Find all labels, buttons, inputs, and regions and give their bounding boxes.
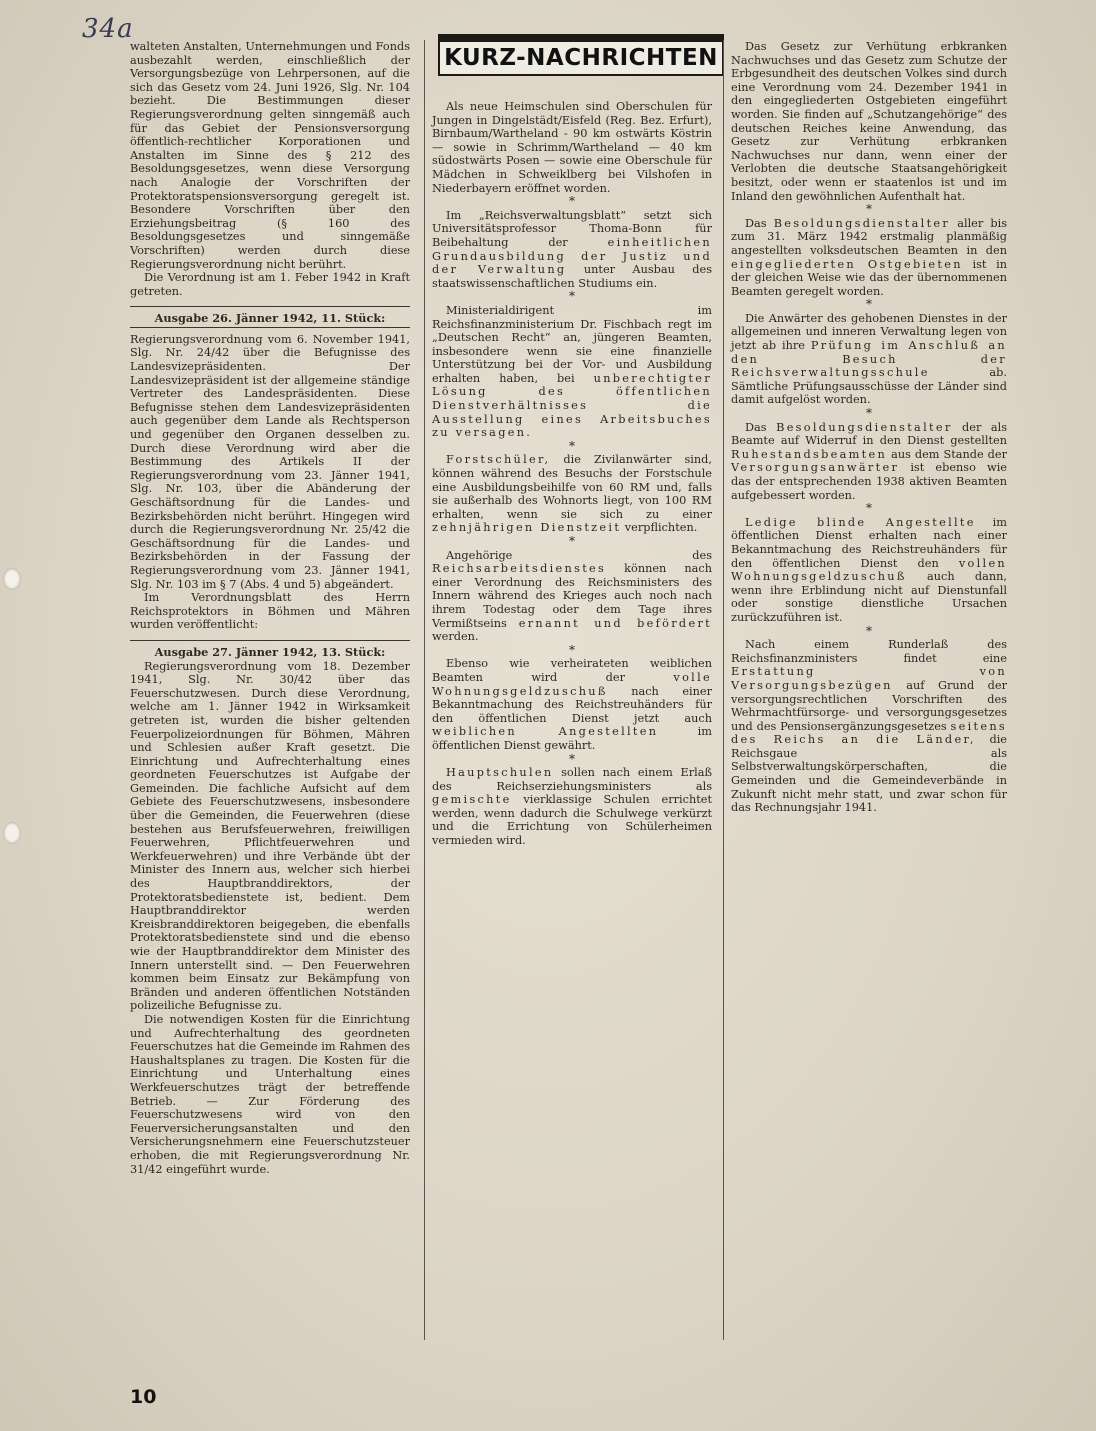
emphasis: Ruhestandsbeamten xyxy=(731,447,888,461)
text: vierklassige Schulen errichtet werden, wenn dadurch die Schulwege verkürzt und die Errichtung von Schülerheimen vermieden wird. xyxy=(432,793,712,848)
text: auf Grund der versorgungsrechtlichen Vorschriften des Wehrmachtfürsorge- und versorgungsgesetzes und des Pensionsergänzungsgesetzes xyxy=(731,678,1007,733)
emphasis: Versorgungsanwärter xyxy=(731,461,900,475)
left-paragraph-4: Im Verordnungsblatt des Herrn Reichsprotektors in Böhmen und Mähren wurden veröffentlicht: xyxy=(130,591,410,632)
left-paragraph-5: Regierungsverordnung vom 18. Dezember 1941, Slg. Nr. 30/42 über das Feuerschutzwesen. Durch diese Verordnung, welche am 1. Jänner 1942 in Wirksamkeit getreten ist, wurden die bisher geltenden Feuerpolizeiordnungen für Böhmen, Mähren und Schlesien außer Kraft gesetzt. Die Einrichtung und Aufrechterhaltung eines geordneten Feuerschutzes ist Aufgabe der Gemeinden. Die fachliche Aufsicht auf dem Gebiete des Feuerschutzwesens, insbesondere über die Gemeinden, die Feuerwehren (diese bestehen aus Berufsfeuerwehren, freiwilligen Feuerwehren, Pflichtfeuerwehren und Werkfeuerwehren) und ihre Verbände übt der Minister des Innern aus, welcher sich hierbei des Hauptbranddirektors, der Protektoratsbedienstete ist, bedient. Dem Hauptbranddirektor werden Kreisbranddirektoren beigegeben, die ebenfalls Protektoratsbedienstete sind und die ebenso wie der Hauptbranddirektor dem Minister des Innern unterstellt sind. — Den Feuerwehren kommen beim Einsatz zur Bekämpfung von Bränden und anderen öffentlichen Notständen polizeiliche Befugnisse zu. xyxy=(130,659,410,1013)
left-paragraph-2: Die Verordnung ist am 1. Feber 1942 in Kraft getreten. xyxy=(130,271,410,298)
separator-star: * xyxy=(569,194,575,209)
right-item-3 xyxy=(731,312,1007,407)
text: nach einer Bekanntmachung des Reichstreuhänders für den öffentlichen Dienst jetzt auch xyxy=(432,684,712,725)
text: im öffentlichen Dienst gewährt. xyxy=(432,725,712,752)
punch-hole-bottom xyxy=(3,822,21,844)
news-item-6 xyxy=(432,657,712,752)
right-item-6 xyxy=(731,638,1007,815)
emphasis: Besoldungsdienstalter xyxy=(773,216,951,230)
emphasis: zehnjährigen Dienstzeit xyxy=(432,521,622,535)
text: aller bis zum 31. März 1942 erstmalig planmäßig angestellten volksdeutschen Beamten in den xyxy=(731,216,1007,257)
left-heading-2: Ausgabe 27. Jänner 1942, 13. Stück: xyxy=(154,644,386,659)
emphasis: volle Wohnungsgeldzuschuß xyxy=(432,670,712,698)
text: auch dann, wenn ihre Erblindung nicht auf Dienstunfall oder sonstige dienstliche Ursachen zurückzuführen ist. xyxy=(731,570,1007,624)
text: unter Ausbau des staatswissenschaftlichen Studiums ein. xyxy=(432,263,713,290)
right-item-5 xyxy=(731,516,1007,625)
news-item-1: Als neue Heimschulen sind Oberschulen für Jungen in Dingelstädt/Eisfeld (Reg. Bez. Erfurt), Birnbaum/Wartheland - 90 km ostwärts Köstrin — sowie in Schrimm/Wartheland — 40 km südostwärts Posen — sowie eine Oberschule für Mädchen in Schweiklberg bei Vilshofen in Niederbayern eröffnet worden. xyxy=(432,100,712,195)
column-rule-left xyxy=(424,40,425,1340)
kurz-nachrichten-banner: KURZ-NACHRICHTEN xyxy=(438,40,724,76)
page-number: 10 xyxy=(130,1386,157,1408)
right-item-2 xyxy=(731,217,1007,299)
right-item-1: Das Gesetz zur Verhütung erbkranken Nachwuchses und das Gesetz zum Schutze der Erbgesundheit des deutschen Volkes sind durch eine Verordnung vom 24. Dezember 1941 in den eingegliederten Ostgebieten eingeführt worden. Sie finden auf „Schutzangehörige“ des deutschen Reiches keine Anwendung, das Gesetz zur Verhütung erbkranken Nachwuchses nur dann, wenn einer der Verlobten die deutsche Staatsangehörigkeit besitzt, oder wenn er staatenlos ist und im Inland den gewöhnlichen Aufenthalt hat. xyxy=(731,40,1007,203)
separator-star: * xyxy=(569,438,575,453)
emphasis: Prüfung im Anschluß an den Besuch der Reichsverwaltungsschule xyxy=(731,339,1007,380)
emphasis: gemischte xyxy=(432,793,512,807)
right-item-4 xyxy=(731,421,1007,503)
text: können nach einer Verordnung des Reichsministers des Innern während des Krieges auch noch nach ihrem Todestag oder dem Tage ihres Vermißtseins xyxy=(432,562,712,630)
separator-star: * xyxy=(569,751,575,766)
text: sollen nach einem Erlaß des Reichserziehungsministers als xyxy=(432,766,712,793)
left-paragraph-3: Regierungsverordnung vom 6. November 1941, Slg. Nr. 24/42 über die Befugnisse des Landesvizepräsidenten. Der Landesvizepräsident ist der allgemeine ständige Vertreter des Landespräsidenten. Diese Befugnisse stehen dem Landesvizepräsidenten auch gegenüber dem Lande als Rechtsperson und gegenüber den Organen desselben zu. Durch diese Verordnung wird aber die Bestimmung des Artikels II der Regierungsverordnung vom 23. Jänner 1941, Slg. Nr. 103, über die Abänderung der Geschäftsordnung für die Landes- und Bezirksbehörden nicht berührt. Hingegen wird durch die Regierungsverordnung Nr. 25/42 die Geschäftsordnung für die Landes- und Bezirksbehörden in der Fassung der Regierungsverordnung vom 23. Jänner 1941, Slg. Nr. 103 im § 7 (Abs. 4 und 5) abgeändert. xyxy=(130,332,410,591)
text: im öffentlichen Dienst erhalten nach einer Bekanntmachung des Reichstreuhänders für den öffentlichen Dienst den xyxy=(731,515,1008,570)
punch-hole-top xyxy=(3,568,21,590)
left-column xyxy=(130,40,410,1176)
news-item-3 xyxy=(432,304,712,440)
text: der als Beamte auf Widerruf in den Dienst gestellten xyxy=(731,420,1007,448)
text: ist in der gleichen Weise wie das der übernommenen Beamten geregelt worden. xyxy=(731,257,1007,298)
separator-star: * xyxy=(866,501,872,516)
separator-star: * xyxy=(866,406,872,421)
text: ab. Sämtliche Prüfungsausschüsse der Länder sind damit aufgelöst worden. xyxy=(731,366,1007,407)
rule xyxy=(130,306,410,307)
text: Ebenso wie verheirateten weiblichen Beamten wird der xyxy=(432,657,712,684)
separator-star: * xyxy=(569,642,575,657)
text: ist ebenso wie das der entsprechenden 1938 aktiven Beamten aufgebessert worden. xyxy=(731,461,1007,502)
news-item-2 xyxy=(432,209,712,291)
text: verpflichten. xyxy=(621,521,698,535)
emphasis: weiblichen Angestellten xyxy=(432,725,659,739)
emphasis: einheitlichen Grundausbildung der Justiz und der Verwaltung xyxy=(432,235,712,277)
separator-star: * xyxy=(866,623,872,638)
left-paragraph-6: Die notwendigen Kosten für die Einrichtung und Aufrechterhaltung des geordneten Feuerschutzes hat die Gemeinde im Rahmen des Haushaltsplanes zu tragen. Die Kosten für die Einrichtung und Unterhaltung eines Werkfeuerschutzes trägt der betreffende Betrieb. — Zur Förderung des Feuerschutzwesens wird von den Feuerversicherungsanstalten und den Versicherungsnehmern eine Feuerschutzsteuer erhoben, die mit Regierungsverordnung Nr. 31/42 eingeführt wurde. xyxy=(130,1012,410,1176)
text: Die Anwärter des gehobenen Dienstes in der allgemeinen und inneren Verwaltung legen von jetzt ab ihre xyxy=(731,311,1007,353)
right-column xyxy=(731,40,1007,815)
emphasis: Reichsarbeitsdienstes xyxy=(432,562,607,576)
emphasis: eingegliederten Ostgebieten xyxy=(731,257,963,271)
text: die Zivilanwärter sind, können während des Besuchs der Forstschule eine Ausbildungsbeihilfe von 60 RM und, falls sie außerhalb des Wohnorts liegt, von 100 RM erhalten, wenn sie sich zu einer xyxy=(432,453,712,521)
emphasis: Besoldungsdienstalter xyxy=(776,420,953,434)
emphasis: vollen Wohnungsgeldzuschuß xyxy=(731,556,1007,584)
separator-star: * xyxy=(569,534,575,548)
text: Das xyxy=(745,216,774,230)
handwritten-margin-note: 34a xyxy=(82,14,134,44)
column-rule-right xyxy=(723,40,724,1340)
separator-star: * xyxy=(569,289,575,304)
emphasis: ernannt und befördert xyxy=(518,616,712,630)
separator-star: * xyxy=(866,297,872,312)
rule xyxy=(130,327,410,328)
text: die Reichsgaue als Selbstverwaltungskörperschaften, die Gemeinden und die Gemeindeverbände in Zukunft nicht mehr statt, und zwar schon für das Rechnungsjahr 1941. xyxy=(731,733,1007,815)
emphasis: Hauptschulen xyxy=(446,766,554,780)
emphasis: unberechtigter Lösung des öffentlichen Dienstverhältnisses die Ausstellung eines Arbeitsbuches zu versagen. xyxy=(432,371,712,440)
rule xyxy=(130,640,410,641)
emphasis: seitens des Reichs an die Länder, xyxy=(731,719,1007,747)
emphasis: Erstattung von Versorgungsbezügen xyxy=(731,665,1007,692)
text: Das xyxy=(745,420,777,434)
news-item-7 xyxy=(432,766,712,848)
left-paragraph-1: walteten Anstalten, Unternehmungen und Fonds ausbezahlt werden, einschließlich der Versorgungsbezüge von Lehrpersonen, auf die sich das Gesetz vom 24. Juni 1926, Slg. Nr. 104 bezieht. Die Bestimmungen dieser Regierungsverordnung gelten sinngemäß auch für das Gebiet der Pensionsversorgung öffentlich-rechtlicher Korporationen und Anstalten im Sinne des § 212 des Besoldungsgesetzes, wenn diese Versorgung nach Analogie der Vorschriften der Protektoratspensionsversorgung geregelt ist. Besondere Vorschriften über den Erziehungsbeitrag (§ 160 des Besoldungsgesetzes und sinngemäße Vorschriften) werden durch diese Regierungsverordnung nicht berührt. xyxy=(130,40,410,271)
left-heading-1: Ausgabe 26. Jänner 1942, 11. Stück: xyxy=(154,311,386,326)
separator-star: * xyxy=(866,202,872,217)
news-item-5 xyxy=(432,549,712,644)
emphasis: Ledige blinde Angestellte xyxy=(745,515,976,529)
middle-column xyxy=(432,100,712,848)
text: Ministerialdirigent im Reichsfinanzministerium Dr. Fischbach regt im „Deutschen Recht“ an, jüngeren Beamten, insbesondere wenn sie eine finanzielle Unterstützung bei der Vor- und Ausbildung erhalten haben, bei xyxy=(432,303,712,385)
text: Im „Reichsverwaltungsblatt“ setzt sich Universitätsprofessor Thoma-Bonn für Beibehaltung der xyxy=(432,208,712,249)
text: aus dem Stande der xyxy=(887,447,1007,461)
news-item-4 xyxy=(432,453,712,535)
emphasis: Forstschüler, xyxy=(446,453,551,467)
text: werden. xyxy=(432,630,479,644)
text: Nach einem Runderlaß des Reichsfinanzministers findet eine xyxy=(731,638,1007,665)
text: Angehörige des xyxy=(446,548,712,562)
